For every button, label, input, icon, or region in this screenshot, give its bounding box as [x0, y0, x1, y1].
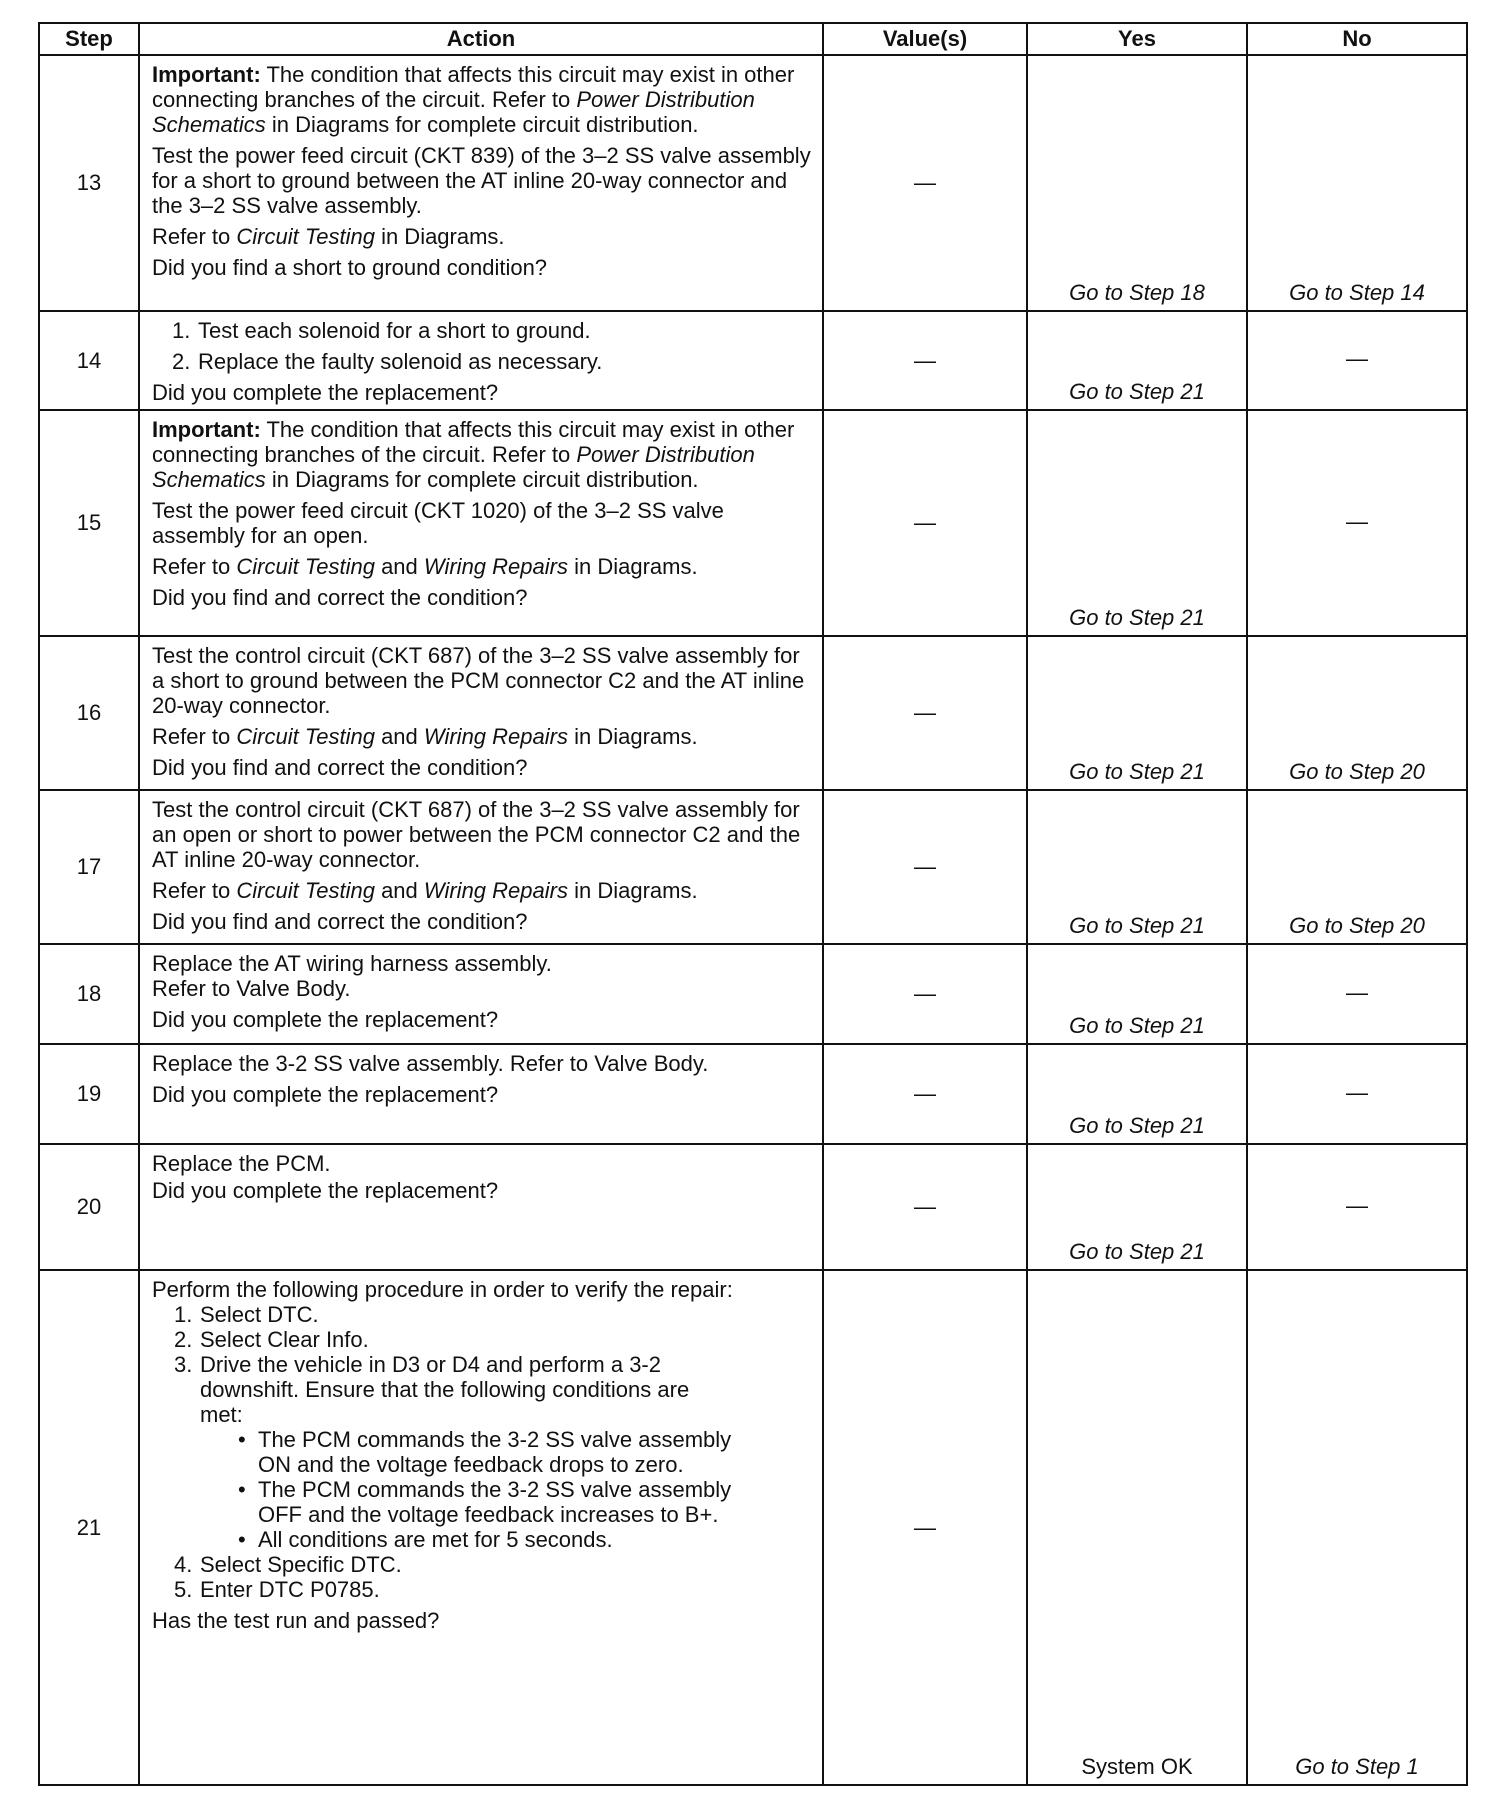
- question-text: Did you find and correct the condition?: [152, 585, 528, 610]
- yes-cell: Go to Step 21: [1027, 790, 1247, 944]
- numbered-list: [152, 318, 812, 374]
- reference-text: Refer to Circuit Testing and Wiring Repairs in Diagrams.: [152, 724, 698, 749]
- list-item: 2. Select Clear Info.: [174, 1327, 369, 1352]
- header-step: Step: [39, 23, 139, 55]
- action-cell: [139, 636, 823, 790]
- action-text: Replace the 3-2 SS valve assembly. Refer to Valve Body.: [152, 1051, 709, 1076]
- action-cell: [139, 1144, 823, 1270]
- no-cell: —: [1247, 944, 1467, 1044]
- value-cell: —: [823, 1044, 1027, 1144]
- table-row: [39, 1044, 1467, 1144]
- question-text: Did you complete the replacement?: [152, 1178, 499, 1203]
- list-item: 3. Drive the vehicle in D3 or D4 and perform a 3-2 downshift. Ensure that the following conditions are met:: [174, 1352, 690, 1427]
- action-cell: [139, 1270, 823, 1785]
- step-number: 21: [39, 1270, 139, 1785]
- reference-text: Refer to Circuit Testing in Diagrams.: [152, 224, 505, 249]
- yes-cell: Go to Step 21: [1027, 1144, 1247, 1270]
- value-cell: —: [823, 311, 1027, 410]
- reference-text: Refer to Valve Body.: [152, 976, 351, 1001]
- action-text: Test the control circuit (CKT 687) of the 3–2 SS valve assembly for a short to ground between the PCM connector C2 and the AT inline 20-way connector.: [152, 643, 805, 718]
- action-text: Test the control circuit (CKT 687) of the 3–2 SS valve assembly for an open or short to power between the PCM connector C2 and the AT inline 20-way connector.: [152, 797, 801, 872]
- yes-cell: Go to Step 18: [1027, 55, 1247, 311]
- value-cell: —: [823, 944, 1027, 1044]
- important-note: Important: The condition that affects this circuit may exist in other connecting branches of the circuit. Refer to Power Distribution Schematics in Diagrams for complete circuit distribution.: [152, 62, 795, 137]
- bullet-item: • The PCM commands the 3-2 SS valve assembly OFF and the voltage feedback increases to B+.: [238, 1477, 758, 1527]
- table-row: [39, 944, 1467, 1044]
- action-cell: [139, 944, 823, 1044]
- step-number: 19: [39, 1044, 139, 1144]
- value-cell: —: [823, 55, 1027, 311]
- table-row: [39, 790, 1467, 944]
- yes-cell: Go to Step 21: [1027, 1044, 1247, 1144]
- numbered-list: [152, 1302, 812, 1602]
- question-text: Did you find and correct the condition?: [152, 755, 528, 780]
- action-text: Replace the PCM.: [152, 1151, 331, 1176]
- header-values: Value(s): [823, 23, 1027, 55]
- bullet-item: • All conditions are met for 5 seconds.: [238, 1527, 758, 1552]
- list-item: 4. Select Specific DTC.: [174, 1552, 402, 1577]
- value-cell: —: [823, 636, 1027, 790]
- action-text: Test the power feed circuit (CKT 839) of the 3–2 SS valve assembly for a short to ground between the AT inline 20-way connector and the 3–2 SS valve assembly.: [152, 143, 811, 218]
- question-text: Did you complete the replacement?: [152, 1082, 499, 1107]
- action-cell: [139, 55, 823, 311]
- no-cell: —: [1247, 1044, 1467, 1144]
- value-cell: —: [823, 410, 1027, 636]
- step-number: 20: [39, 1144, 139, 1270]
- important-note: Important: The condition that affects this circuit may exist in other connecting branches of the circuit. Refer to Power Distribution Schematics in Diagrams for complete circuit distribution.: [152, 417, 795, 492]
- question-text: Did you find and correct the condition?: [152, 909, 528, 934]
- table-row: [39, 1144, 1467, 1270]
- yes-cell: Go to Step 21: [1027, 944, 1247, 1044]
- step-number: 18: [39, 944, 139, 1044]
- step-number: 16: [39, 636, 139, 790]
- step-number: 13: [39, 55, 139, 311]
- step-number: 14: [39, 311, 139, 410]
- no-cell: —: [1247, 311, 1467, 410]
- yes-cell: Go to Step 21: [1027, 410, 1247, 636]
- no-cell: —: [1247, 1144, 1467, 1270]
- no-cell: Go to Step 20: [1247, 636, 1467, 790]
- reference-text: Refer to Circuit Testing and Wiring Repairs in Diagrams.: [152, 878, 698, 903]
- no-cell: Go to Step 14: [1247, 55, 1467, 311]
- question-text: Did you find a short to ground condition?: [152, 255, 548, 280]
- value-cell: —: [823, 1270, 1027, 1785]
- value-cell: —: [823, 1144, 1027, 1270]
- action-cell: [139, 1044, 823, 1144]
- table-row: [39, 311, 1467, 410]
- question-text: Has the test run and passed?: [152, 1608, 440, 1633]
- no-cell: —: [1247, 410, 1467, 636]
- step-number: 15: [39, 410, 139, 636]
- yes-cell: System OK: [1027, 1270, 1247, 1785]
- table-row: [39, 636, 1467, 790]
- table-row: [39, 1270, 1467, 1785]
- list-item: 2. Replace the faulty solenoid as necessary.: [172, 349, 603, 374]
- diagnostic-table: [38, 22, 1468, 1786]
- header-no: No: [1247, 23, 1467, 55]
- value-cell: —: [823, 790, 1027, 944]
- header-row: [39, 23, 1467, 55]
- header-yes: Yes: [1027, 23, 1247, 55]
- list-item: 1. Test each solenoid for a short to ground.: [172, 318, 591, 343]
- table-row: [39, 55, 1467, 311]
- table-row: [39, 410, 1467, 636]
- question-text: Did you complete the replacement?: [152, 380, 499, 405]
- no-cell: Go to Step 20: [1247, 790, 1467, 944]
- action-cell: [139, 311, 823, 410]
- action-text: Perform the following procedure in order to verify the repair:: [152, 1277, 733, 1302]
- bullet-list: [174, 1427, 812, 1552]
- reference-text: Refer to Circuit Testing and Wiring Repairs in Diagrams.: [152, 554, 698, 579]
- header-action: Action: [139, 23, 823, 55]
- action-cell: [139, 790, 823, 944]
- action-text: Test the power feed circuit (CKT 1020) of the 3–2 SS valve assembly for an open.: [152, 498, 724, 548]
- step-number: 17: [39, 790, 139, 944]
- bullet-item: • The PCM commands the 3-2 SS valve assembly ON and the voltage feedback drops to zero.: [238, 1427, 758, 1477]
- action-cell: [139, 410, 823, 636]
- action-text: Replace the AT wiring harness assembly.: [152, 951, 552, 976]
- yes-cell: Go to Step 21: [1027, 311, 1247, 410]
- no-cell: Go to Step 1: [1247, 1270, 1467, 1785]
- list-item: 5. Enter DTC P0785.: [174, 1577, 380, 1602]
- question-text: Did you complete the replacement?: [152, 1007, 499, 1032]
- yes-cell: Go to Step 21: [1027, 636, 1247, 790]
- list-item: 1. Select DTC.: [174, 1302, 319, 1327]
